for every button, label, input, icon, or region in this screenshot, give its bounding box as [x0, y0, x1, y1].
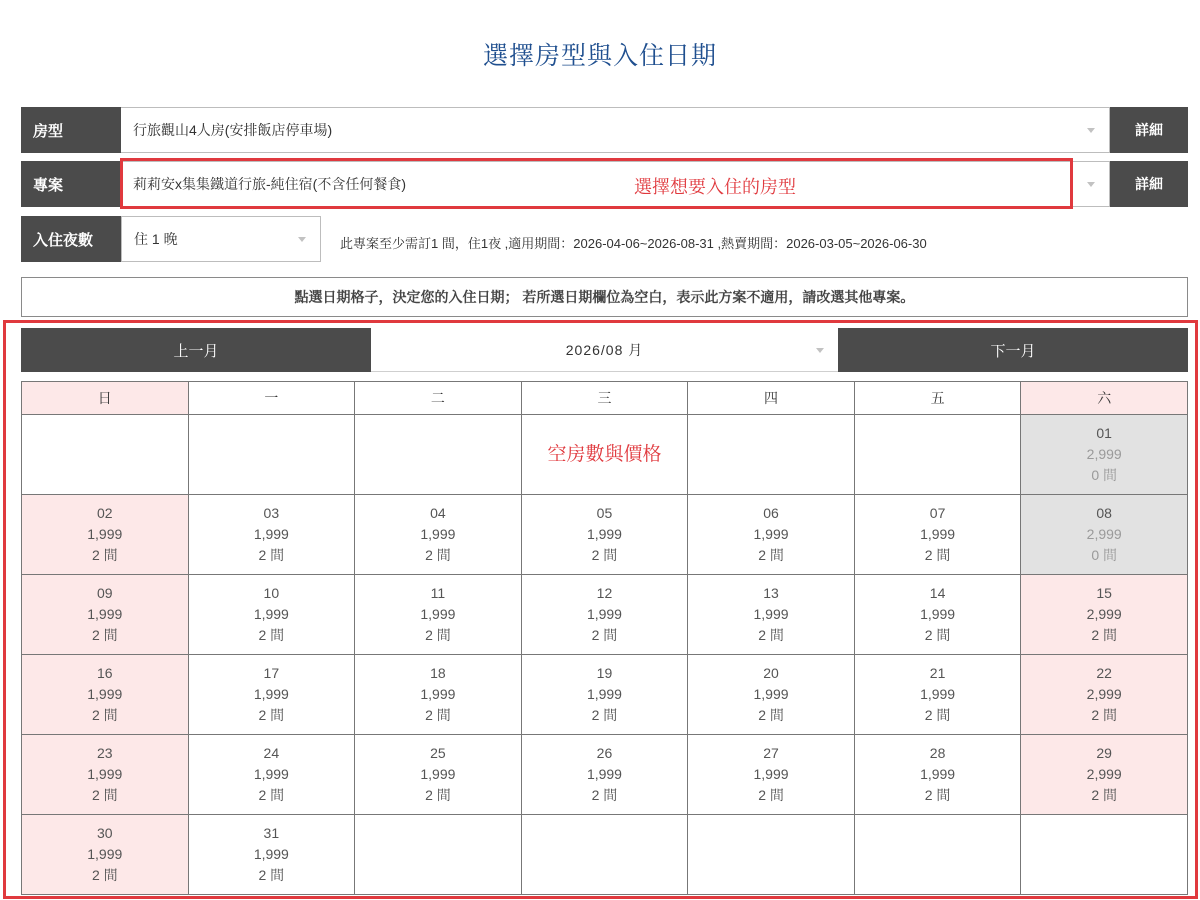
calendar-day-cell[interactable]	[854, 655, 1021, 735]
calendar-day-cell[interactable]	[22, 495, 189, 575]
day-price: 1,999	[253, 846, 289, 862]
day-rooms: 2 間	[758, 787, 784, 803]
day-price: 1,999	[920, 526, 956, 542]
day-price: 1,999	[753, 606, 789, 622]
day-day: 16	[96, 665, 113, 681]
plan-select[interactable]	[121, 161, 1110, 207]
calendar-week-row	[22, 735, 1188, 815]
month-select[interactable]	[371, 328, 838, 372]
day-rooms: 2 間	[91, 867, 118, 883]
instruction-notice: 點選日期格子，決定您的入住日期； 若所選日期欄位為空白，表示此方案不適用，請改選其他專案。	[21, 277, 1188, 317]
day-price: 1,999	[920, 606, 956, 622]
day-rooms: 2 間	[91, 547, 118, 563]
calendar-day-cell[interactable]	[188, 735, 355, 815]
next-month-button[interactable]: 下一月	[838, 328, 1188, 372]
day-rooms: 2 間	[924, 627, 951, 643]
calendar-day-cell[interactable]	[22, 575, 189, 655]
calendar-day-cell[interactable]	[22, 815, 189, 895]
chevron-down-icon	[298, 237, 306, 242]
day-price: 1,999	[920, 766, 956, 782]
plan-annotation: 選擇想要入住的房型	[634, 177, 796, 197]
day-rooms: 2 間	[591, 547, 618, 563]
day-price: 1,999	[753, 686, 789, 702]
day-price: 1,999	[87, 846, 123, 862]
day-rooms: 2 間	[758, 707, 784, 723]
day-rooms: 2 間	[1091, 707, 1118, 723]
chevron-down-icon	[1087, 128, 1095, 133]
room-type-detail-button[interactable]: 詳細	[1110, 107, 1188, 153]
calendar-week-row	[22, 655, 1188, 735]
prev-month-button[interactable]: 上一月	[21, 328, 371, 372]
day-day: 29	[1096, 745, 1112, 761]
calendar-annotation-cell	[521, 415, 688, 495]
day-price: 1,999	[420, 686, 456, 702]
nights-row	[21, 216, 321, 262]
room-type-row	[21, 107, 1188, 153]
day-day: 11	[430, 585, 446, 601]
weekday-mon: 一	[188, 382, 355, 415]
nights-select[interactable]	[121, 216, 321, 262]
day-price: 1,999	[586, 766, 622, 782]
day-rooms: 0 間	[1091, 467, 1118, 483]
calendar-day-cell[interactable]	[688, 655, 855, 735]
month-navigation	[21, 328, 1188, 372]
nights-label: 入住夜數	[21, 216, 121, 262]
calendar-day-cell[interactable]	[188, 575, 355, 655]
plan-value: 莉莉安x集集鐵道行旅-純住宿(不含任何餐食)	[133, 176, 406, 192]
day-day: 14	[929, 585, 946, 601]
day-rooms: 2 間	[924, 787, 951, 803]
day-day: 10	[263, 585, 280, 601]
calendar-day-cell[interactable]	[188, 815, 355, 895]
day-rooms: 2 間	[758, 627, 784, 643]
weekday-header-row	[22, 382, 1188, 415]
day-price: 2,999	[1086, 526, 1122, 542]
day-price: 1,999	[253, 526, 289, 542]
calendar-empty-cell	[188, 415, 355, 495]
page-title: 選擇房型與入住日期	[482, 42, 717, 70]
chevron-down-icon	[816, 348, 824, 353]
day-rooms: 2 間	[591, 627, 618, 643]
day-day: 21	[929, 665, 946, 681]
plan-info-text: 此專案至少需訂1 間，住1夜 ,適用期間：2026-04-06~2026-08-31 ,熱賣期間：2026-03-05~2026-06-30	[340, 236, 927, 251]
calendar-week-row	[22, 575, 1188, 655]
day-price: 1,999	[87, 606, 123, 622]
day-day: 09	[96, 585, 113, 601]
day-day: 25	[430, 745, 446, 761]
day-day: 07	[929, 505, 946, 521]
calendar-empty-cell	[521, 815, 688, 895]
weekday-wed: 三	[521, 382, 688, 415]
calendar-day-cell[interactable]	[1021, 415, 1188, 495]
day-day: 05	[596, 505, 613, 521]
calendar-empty-cell	[854, 415, 1021, 495]
calendar-day-cell[interactable]	[521, 655, 688, 735]
day-rooms: 2 間	[91, 787, 118, 803]
calendar-empty-cell	[1021, 815, 1188, 895]
calendar-body	[22, 415, 1188, 895]
calendar-empty-cell	[22, 415, 189, 495]
day-rooms: 2 間	[425, 547, 451, 563]
day-rooms: 2 間	[1091, 627, 1118, 643]
day-price: 1,999	[253, 766, 289, 782]
day-price: 1,999	[253, 606, 289, 622]
plan-label: 專案	[21, 161, 121, 207]
day-rooms: 0 間	[1091, 547, 1118, 563]
day-day: 31	[263, 825, 280, 841]
day-day: 04	[430, 505, 446, 521]
day-price: 1,999	[586, 526, 622, 542]
day-day: 30	[96, 825, 113, 841]
day-day: 28	[929, 745, 946, 761]
plan-row	[21, 161, 1188, 207]
day-price: 1,999	[420, 606, 456, 622]
calendar-day-cell[interactable]	[688, 495, 855, 575]
calendar-empty-cell	[854, 815, 1021, 895]
calendar-day-cell[interactable]	[1021, 495, 1188, 575]
calendar-empty-cell	[355, 815, 522, 895]
day-rooms: 2 間	[591, 707, 618, 723]
day-day: 22	[1096, 665, 1112, 681]
day-day: 27	[763, 745, 779, 761]
plan-detail-button[interactable]: 詳細	[1110, 161, 1188, 207]
day-price: 1,999	[420, 766, 456, 782]
month-value: 2026/08 月	[565, 341, 644, 358]
day-day: 12	[596, 585, 613, 601]
day-price: 2,999	[1086, 766, 1122, 782]
day-price: 1,999	[586, 686, 622, 702]
day-rooms: 2 間	[924, 707, 951, 723]
calendar-empty-cell	[355, 415, 522, 495]
room-type-value: 行旅觀山4人房(安排飯店停車場)	[133, 122, 333, 138]
calendar-empty-cell	[688, 815, 855, 895]
day-rooms: 2 間	[91, 627, 118, 643]
day-day: 17	[263, 665, 280, 681]
calendar-day-cell[interactable]	[688, 735, 855, 815]
calendar-day-cell[interactable]	[854, 495, 1021, 575]
day-rooms: 2 間	[258, 627, 285, 643]
room-type-select[interactable]	[121, 107, 1110, 153]
weekday-tue: 二	[355, 382, 522, 415]
day-day: 24	[263, 745, 280, 761]
calendar-day-cell[interactable]	[1021, 655, 1188, 735]
day-rooms: 2 間	[924, 547, 951, 563]
calendar-week-row	[22, 495, 1188, 575]
day-day: 19	[596, 665, 613, 681]
availability-annotation: 空房數與價格	[547, 443, 662, 465]
calendar-day-cell[interactable]	[22, 735, 189, 815]
calendar-day-cell[interactable]	[854, 735, 1021, 815]
day-day: 08	[1096, 505, 1112, 521]
day-rooms: 2 間	[91, 707, 118, 723]
day-day: 26	[596, 745, 613, 761]
calendar-day-cell[interactable]	[355, 495, 522, 575]
room-type-label: 房型	[21, 107, 121, 153]
day-rooms: 2 間	[425, 627, 451, 643]
calendar-day-cell[interactable]	[521, 575, 688, 655]
day-price: 1,999	[753, 526, 789, 542]
calendar-day-cell[interactable]	[188, 495, 355, 575]
calendar-day-cell[interactable]	[521, 735, 688, 815]
day-day: 03	[263, 505, 280, 521]
day-day: 15	[1096, 585, 1112, 601]
day-rooms: 2 間	[1091, 787, 1118, 803]
day-rooms: 2 間	[591, 787, 618, 803]
day-day: 18	[430, 665, 446, 681]
nights-value: 住 1 晚	[134, 231, 178, 247]
calendar-day-cell[interactable]	[521, 495, 688, 575]
calendar-day-cell[interactable]	[854, 575, 1021, 655]
day-price: 2,999	[1086, 606, 1122, 622]
day-price: 1,999	[753, 766, 789, 782]
calendar-week-row	[22, 415, 1188, 495]
calendar-empty-cell	[688, 415, 855, 495]
calendar-day-cell[interactable]	[1021, 575, 1188, 655]
day-day: 20	[763, 665, 779, 681]
day-rooms: 2 間	[425, 787, 451, 803]
day-rooms: 2 間	[425, 707, 451, 723]
day-price: 1,999	[253, 686, 289, 702]
day-day: 02	[96, 505, 113, 521]
calendar-day-cell[interactable]	[688, 575, 855, 655]
weekday-fri: 五	[854, 382, 1021, 415]
day-rooms: 2 間	[258, 707, 285, 723]
day-price: 1,999	[87, 526, 123, 542]
weekday-sun: 日	[22, 382, 189, 415]
day-day: 23	[96, 745, 113, 761]
day-price: 1,999	[920, 686, 956, 702]
day-day: 13	[763, 585, 779, 601]
calendar-day-cell[interactable]	[188, 655, 355, 735]
calendar-grid	[21, 381, 1188, 895]
day-rooms: 2 間	[258, 867, 285, 883]
day-price: 1,999	[87, 686, 123, 702]
day-day: 06	[763, 505, 779, 521]
day-rooms: 2 間	[258, 547, 285, 563]
day-price: 2,999	[1086, 686, 1122, 702]
calendar-day-cell[interactable]	[1021, 735, 1188, 815]
day-price: 2,999	[1086, 446, 1122, 462]
calendar-week-row	[22, 815, 1188, 895]
day-price: 1,999	[420, 526, 456, 542]
day-price: 1,999	[87, 766, 123, 782]
calendar-day-cell[interactable]	[355, 735, 522, 815]
day-rooms: 2 間	[258, 787, 285, 803]
calendar-day-cell[interactable]	[355, 575, 522, 655]
chevron-down-icon	[1087, 182, 1095, 187]
day-price: 1,999	[586, 606, 622, 622]
weekday-thu: 四	[688, 382, 855, 415]
calendar-day-cell[interactable]	[355, 655, 522, 735]
calendar-day-cell[interactable]	[22, 655, 189, 735]
day-rooms: 2 間	[758, 547, 784, 563]
weekday-sat: 六	[1021, 382, 1188, 415]
day-day: 01	[1096, 425, 1112, 441]
